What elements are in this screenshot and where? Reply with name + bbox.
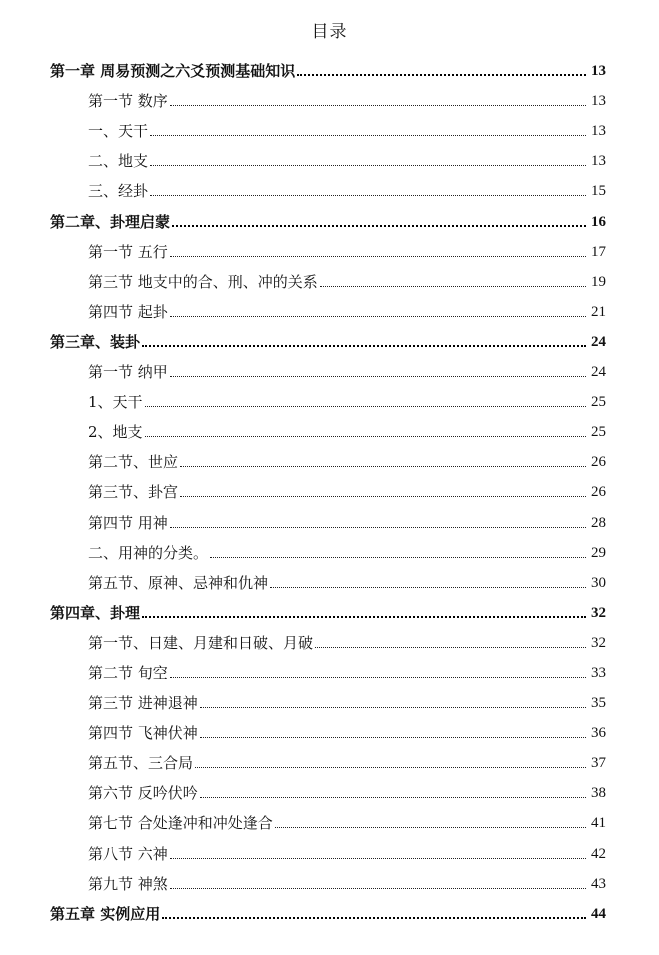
toc-entry-title: 第六节 反吟伏吟 bbox=[88, 784, 198, 803]
toc-entry-title: 第三节 进神退神 bbox=[88, 694, 198, 713]
toc-dot-leader bbox=[170, 857, 586, 859]
toc-dot-leader bbox=[180, 495, 586, 497]
toc-dot-leader bbox=[200, 706, 586, 708]
toc-entry-title: 第一节 纳甲 bbox=[88, 363, 168, 382]
toc-entry-title: 第二章、卦理启蒙 bbox=[50, 212, 171, 231]
toc-list bbox=[50, 51, 606, 924]
toc-section-entry[interactable] bbox=[50, 382, 606, 412]
toc-dot-leader bbox=[172, 224, 586, 227]
toc-page-number: 35 bbox=[591, 695, 606, 712]
toc-dot-leader bbox=[200, 736, 586, 738]
toc-page-number: 30 bbox=[591, 574, 606, 591]
toc-entry-title: 第三章、装卦 bbox=[50, 332, 141, 351]
toc-entry-title: 第四节 起卦 bbox=[88, 302, 168, 321]
toc-dot-leader bbox=[170, 526, 586, 528]
toc-dot-leader bbox=[145, 405, 586, 407]
toc-chapter-entry[interactable] bbox=[50, 894, 606, 924]
toc-dot-leader bbox=[170, 104, 586, 106]
toc-page-number: 41 bbox=[591, 815, 606, 832]
toc-section-entry[interactable] bbox=[50, 262, 606, 292]
toc-page-number: 24 bbox=[591, 333, 606, 350]
toc-dot-leader bbox=[275, 826, 586, 828]
toc-chapter-entry[interactable] bbox=[50, 322, 606, 352]
toc-entry-title: 第四节 飞神伏神 bbox=[88, 724, 198, 743]
toc-section-entry[interactable] bbox=[50, 623, 606, 653]
toc-page-number: 13 bbox=[591, 63, 606, 80]
toc-page-number: 32 bbox=[591, 604, 606, 621]
toc-entry-title: 二、地支 bbox=[88, 152, 149, 171]
toc-page-number: 15 bbox=[591, 183, 606, 200]
toc-dot-leader bbox=[195, 766, 586, 768]
toc-chapter-entry[interactable] bbox=[50, 51, 606, 81]
toc-dot-leader bbox=[170, 255, 586, 257]
toc-entry-title: 第二节、世应 bbox=[88, 453, 179, 472]
toc-section-entry[interactable] bbox=[50, 533, 606, 563]
toc-dot-leader bbox=[150, 194, 586, 196]
toc-page-number: 29 bbox=[591, 544, 606, 561]
toc-section-entry[interactable] bbox=[50, 563, 606, 593]
toc-entry-title: 2、地支 bbox=[88, 423, 143, 442]
toc-dot-leader bbox=[162, 916, 586, 919]
toc-entry-title: 第一节 五行 bbox=[88, 242, 168, 261]
toc-section-entry[interactable] bbox=[50, 833, 606, 863]
toc-page-number: 13 bbox=[591, 153, 606, 170]
toc-dot-leader bbox=[210, 556, 586, 558]
toc-dot-leader bbox=[180, 465, 586, 467]
toc-page-number: 42 bbox=[591, 845, 606, 862]
toc-entry-title: 一、天干 bbox=[88, 122, 149, 141]
toc-dot-leader bbox=[150, 164, 586, 166]
toc-page-number: 26 bbox=[591, 454, 606, 471]
toc-chapter-entry[interactable] bbox=[50, 593, 606, 623]
toc-dot-leader bbox=[145, 435, 586, 437]
toc-section-entry[interactable] bbox=[50, 803, 606, 833]
toc-entry-title: 二、用神的分类。 bbox=[88, 543, 209, 562]
toc-section-entry[interactable] bbox=[50, 81, 606, 111]
toc-page-number: 24 bbox=[591, 364, 606, 381]
toc-page-number: 32 bbox=[591, 634, 606, 651]
toc-section-entry[interactable] bbox=[50, 292, 606, 322]
toc-chapter-entry[interactable] bbox=[50, 201, 606, 231]
toc-entry-title: 第二节 旬空 bbox=[88, 663, 168, 682]
toc-page-number: 25 bbox=[591, 394, 606, 411]
toc-section-entry[interactable] bbox=[50, 683, 606, 713]
toc-entry-title: 三、经卦 bbox=[88, 182, 149, 201]
toc-page-number: 17 bbox=[591, 243, 606, 260]
toc-entry-title: 第五章 实例应用 bbox=[50, 904, 161, 923]
toc-dot-leader bbox=[150, 134, 586, 136]
toc-entry-title: 1、天干 bbox=[88, 393, 143, 412]
toc-page-number: 36 bbox=[591, 725, 606, 742]
toc-entry-title: 第一节、日建、月建和日破、月破 bbox=[88, 633, 314, 652]
toc-entry-title: 第四章、卦理 bbox=[50, 603, 141, 622]
toc-dot-leader bbox=[170, 676, 586, 678]
toc-entry-title: 第九节 神煞 bbox=[88, 874, 168, 893]
toc-page-number: 26 bbox=[591, 484, 606, 501]
toc-page-number: 19 bbox=[591, 273, 606, 290]
toc-entry-title: 第一节 数序 bbox=[88, 92, 168, 111]
toc-dot-leader bbox=[200, 796, 586, 798]
toc-section-entry[interactable] bbox=[50, 472, 606, 502]
toc-section-entry[interactable] bbox=[50, 502, 606, 532]
toc-section-entry[interactable] bbox=[50, 171, 606, 201]
toc-section-entry[interactable] bbox=[50, 442, 606, 472]
toc-section-entry[interactable] bbox=[50, 773, 606, 803]
toc-page-number: 44 bbox=[591, 905, 606, 922]
toc-page-number: 37 bbox=[591, 755, 606, 772]
toc-entry-title: 第三节、卦宫 bbox=[88, 483, 179, 502]
toc-page-number: 25 bbox=[591, 424, 606, 441]
toc-dot-leader bbox=[142, 344, 586, 347]
toc-section-entry[interactable] bbox=[50, 111, 606, 141]
toc-section-entry[interactable] bbox=[50, 412, 606, 442]
toc-section-entry[interactable] bbox=[50, 352, 606, 382]
toc-dot-leader bbox=[270, 586, 586, 588]
toc-page-number: 33 bbox=[591, 664, 606, 681]
toc-page-number: 28 bbox=[591, 514, 606, 531]
toc-entry-title: 第五节、原神、忌神和仇神 bbox=[88, 573, 269, 592]
toc-dot-leader bbox=[142, 615, 586, 618]
toc-dot-leader bbox=[315, 646, 586, 648]
toc-page-number: 13 bbox=[591, 123, 606, 140]
toc-page-number: 16 bbox=[591, 213, 606, 230]
toc-section-entry[interactable] bbox=[50, 232, 606, 262]
toc-entry-title: 第七节 合处逢冲和冲处逢合 bbox=[88, 814, 273, 833]
toc-page-number: 21 bbox=[591, 303, 606, 320]
toc-title: 目录 bbox=[311, 22, 348, 42]
toc-section-entry[interactable] bbox=[50, 713, 606, 743]
toc-entry-title: 第四节 用神 bbox=[88, 513, 168, 532]
toc-dot-leader bbox=[297, 73, 586, 76]
toc-page-number: 13 bbox=[591, 93, 606, 110]
toc-dot-leader bbox=[170, 887, 586, 889]
toc-page-number: 38 bbox=[591, 785, 606, 802]
toc-section-entry[interactable] bbox=[50, 743, 606, 773]
toc-entry-title: 第三节 地支中的合、刑、冲的关系 bbox=[88, 272, 318, 291]
toc-dot-leader bbox=[170, 315, 586, 317]
toc-section-entry[interactable] bbox=[50, 864, 606, 894]
toc-entry-title: 第八节 六神 bbox=[88, 844, 168, 863]
toc-dot-leader bbox=[170, 375, 586, 377]
toc-section-entry[interactable] bbox=[50, 653, 606, 683]
toc-entry-title: 第五节、三合局 bbox=[88, 754, 194, 773]
toc-section-entry[interactable] bbox=[50, 141, 606, 171]
toc-entry-title: 第一章 周易预测之六爻预测基础知识 bbox=[50, 62, 296, 81]
toc-page-number: 43 bbox=[591, 875, 606, 892]
toc-dot-leader bbox=[320, 285, 586, 287]
